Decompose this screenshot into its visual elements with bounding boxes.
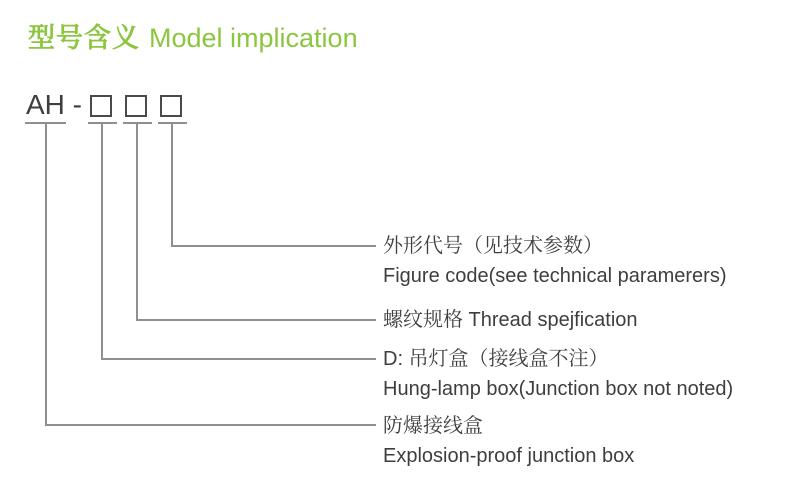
label-junction-box-en: Explosion-proof junction box (383, 445, 635, 467)
connector-horizontal-hung-lamp-box (101, 358, 376, 360)
page-title (28, 16, 358, 55)
connector-vertical-figure-code (171, 124, 173, 247)
connector-vertical-hung-lamp-box (101, 124, 103, 360)
label-hung-lamp-box (383, 344, 733, 404)
label-junction-box-zh: 防爆接线盒 (383, 415, 483, 437)
model-digit-box-1 (90, 95, 112, 117)
connector-vertical-junction-box (45, 124, 47, 426)
connector-horizontal-figure-code (171, 245, 376, 247)
connector-horizontal-thread-spec (136, 319, 376, 321)
page-title-en: Model implication (149, 23, 358, 53)
label-hung-lamp-box-zh: D: 吊灯盒（接线盒不注） (383, 348, 609, 370)
label-figure-code (383, 231, 727, 291)
connector-horizontal-junction-box (45, 424, 376, 426)
label-hung-lamp-box-en: Hung-lamp box(Junction box not noted) (383, 378, 734, 400)
label-junction-box (383, 411, 634, 471)
connector-vertical-thread-spec (136, 124, 138, 321)
label-thread-spec (383, 305, 638, 335)
page-title-zh: 型号含义 (28, 23, 140, 53)
model-code-prefix: AH - (26, 89, 82, 120)
model-digit-box-2 (125, 95, 147, 117)
model-digit-box-3 (160, 95, 182, 117)
label-figure-code-zh: 外形代号（见技术参数） (383, 235, 603, 257)
label-thread-spec-zh: 螺纹规格 Thread spejfication (383, 309, 638, 331)
label-figure-code-en: Figure code(see technical paramerers) (383, 265, 727, 287)
